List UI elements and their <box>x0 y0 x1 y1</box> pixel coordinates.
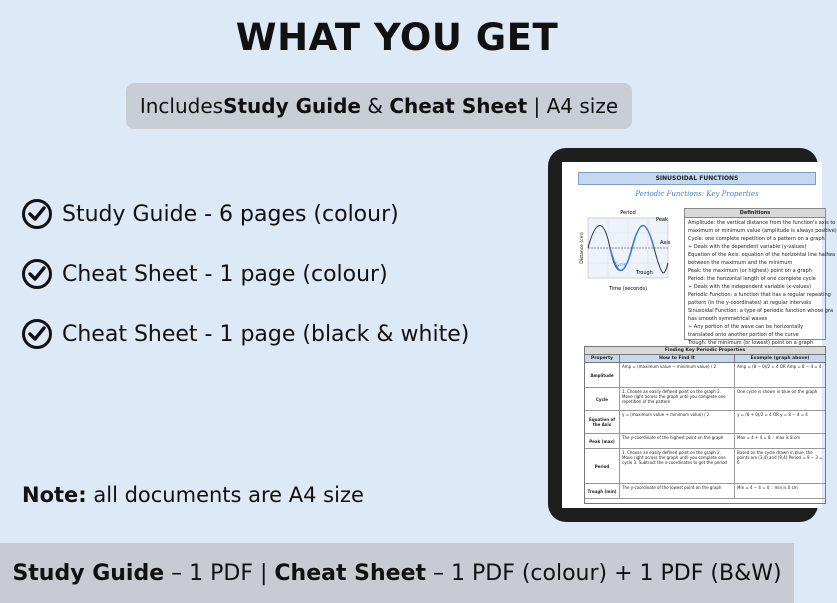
table-cell-how: 1. Choose an easily defined point on the graph 2. Move right across the graph until you complete one repetition of the pattern <box>620 388 735 410</box>
definition-line: Amplitude: the vertical distance from the function's axis to <box>688 220 836 226</box>
table-cell-example: Max = 4 + 4 = 8 ∴ max is 8 cm <box>737 435 801 440</box>
table-cell-example: Min = 4 − 4 = 0 ∴ min is 0 cm <box>737 485 798 490</box>
subtitle-suffix: | A4 size <box>527 94 619 118</box>
table-row <box>585 449 825 484</box>
table-cell-how: The y-coordinate of the highest point on the graph <box>620 434 735 448</box>
feature-item <box>22 196 469 232</box>
doc-subtitle: Periodic Functions: Key Properties <box>635 190 759 198</box>
subtitle-prefix: Includes <box>139 94 224 118</box>
graph-label-cycle: Cycle <box>614 263 627 268</box>
subtitle-banner <box>126 83 632 129</box>
table-cell-example: y = (8 + 0)/2 = 4 OR y = 8 − 4 = 4 <box>737 412 808 417</box>
subtitle-cheat-sheet: Cheat Sheet <box>389 94 528 118</box>
definition-line: Cycle: one complete repetition of a pattern on a graph <box>688 236 825 242</box>
table-cell-property: Amplitude <box>585 363 620 387</box>
definition-line: Period: the horizontal length of one complete cycle <box>688 276 816 282</box>
table-row <box>585 434 825 449</box>
feature-list <box>22 196 469 376</box>
footer-cheat-sheet: Cheat Sheet <box>274 560 427 586</box>
table-cell-property: Trough (min) <box>585 484 620 498</box>
table-cell-example: Based on the cycle drawn in blue, the points are (3,4) and (9,4) Period = 9 − 3 = 6 <box>737 450 823 465</box>
definition-line: between the maximum and the minimum <box>688 260 793 266</box>
footer-text-1: – 1 PDF | <box>164 560 275 586</box>
table-row <box>585 363 825 388</box>
table-cell-example: One cycle is shown in blue on the graph <box>737 389 818 394</box>
graph-label-period: Period <box>620 210 636 216</box>
table-row <box>585 388 825 411</box>
graph-ylabel: Distance (cm) <box>580 232 585 264</box>
subtitle-mid: & <box>361 94 390 118</box>
feature-text: Study Guide - 6 pages (colour) <box>62 201 399 227</box>
definition-line: ➢ Deals with the independent variable (x-values) <box>688 284 812 290</box>
properties-table <box>584 346 826 504</box>
table-row <box>585 411 825 434</box>
document-preview <box>562 162 837 508</box>
feature-item <box>22 256 469 292</box>
graph-label-peak: Peak <box>656 217 668 223</box>
table-cell-property: Peak (max) <box>585 434 620 448</box>
definition-line: Peak: the maximum (or highest) point on a graph <box>688 268 812 274</box>
table-cell-how: The y-coordinate of the lowest point on the graph <box>620 484 735 498</box>
tablet-mockup <box>548 148 837 522</box>
footer-text-2: – 1 PDF (colour) + 1 PDF (B&W) <box>426 560 782 586</box>
table-col-example: Example (graph above) <box>750 356 810 361</box>
definition-line: translated onto another portion of the curve <box>688 332 799 338</box>
table-cell-property: Equation of the Axis <box>585 411 620 433</box>
table-cell-how: 1. Choose an easily defined point on the graph 2. Move right across the graph until you complete one cycle 3. Subtract the x-coordinates to get the period <box>620 449 735 483</box>
definition-line: ➢ Any portion of the wave can be horizontally <box>688 324 804 330</box>
definition-line: Periodic Function: a function that has a regular repeating <box>688 292 831 298</box>
table-cell-property: Cycle <box>585 388 620 410</box>
definition-line: pattern (in the y-coordinates) at regular intervals <box>688 300 812 306</box>
graph-xlabel: Time (seconds) <box>608 286 648 292</box>
sinusoid-graph <box>578 208 674 298</box>
table-row <box>585 484 825 499</box>
graph-label-axis: Axis <box>660 240 671 246</box>
table-cell-how: Amp = (maximum value − minimum value) / 2 <box>620 363 735 387</box>
note-label: Note: <box>22 483 87 507</box>
definition-line: has smooth symmetrical waves <box>688 316 768 322</box>
check-circle-icon <box>22 259 52 289</box>
definition-line: Sinusoidal Function: a type of periodic function whose gra <box>688 308 834 314</box>
graph-label-trough: Trough <box>636 270 653 276</box>
table-cell-property: Period <box>585 449 620 483</box>
note <box>22 483 364 507</box>
table-col-property: Property <box>585 355 620 362</box>
feature-text: Cheat Sheet - 1 page (colour) <box>62 261 388 287</box>
definition-line: Trough: the minimum (or lowest) point on a graph <box>688 340 814 346</box>
table-cell-how: y = (maximum value + minimum value) / 2 <box>620 411 735 433</box>
table-title: Finding Key Periodic Properties <box>585 347 825 355</box>
table-cell-example: Amp = (8 − 0)/2 = 4 OR Amp = 8 − 4 = 4 <box>737 364 822 369</box>
footer-study-guide: Study Guide <box>12 560 165 586</box>
definitions-title: Definitions <box>685 209 825 218</box>
definition-line: maximum or minimum value (amplitude is always positive) <box>688 228 837 234</box>
check-circle-icon <box>22 319 52 349</box>
subtitle-study-guide: Study Guide <box>223 94 361 118</box>
doc-title: SINUSOIDAL FUNCTIONS <box>578 172 816 185</box>
definition-line: ➢ Deals with the dependent variable (y-values) <box>688 244 807 250</box>
definition-line: Equation of the Axis: equation of the horizontal line halfwa <box>688 252 836 258</box>
definitions-box <box>684 208 837 346</box>
check-circle-icon <box>22 199 52 229</box>
table-header <box>585 355 825 363</box>
page-title: WHAT YOU GET <box>235 16 559 59</box>
table-col-how: How to Find It <box>620 355 735 362</box>
footer-banner <box>0 543 794 603</box>
note-text: all documents are A4 size <box>86 483 364 507</box>
feature-item <box>22 316 469 352</box>
feature-text: Cheat Sheet - 1 page (black & white) <box>62 321 470 347</box>
